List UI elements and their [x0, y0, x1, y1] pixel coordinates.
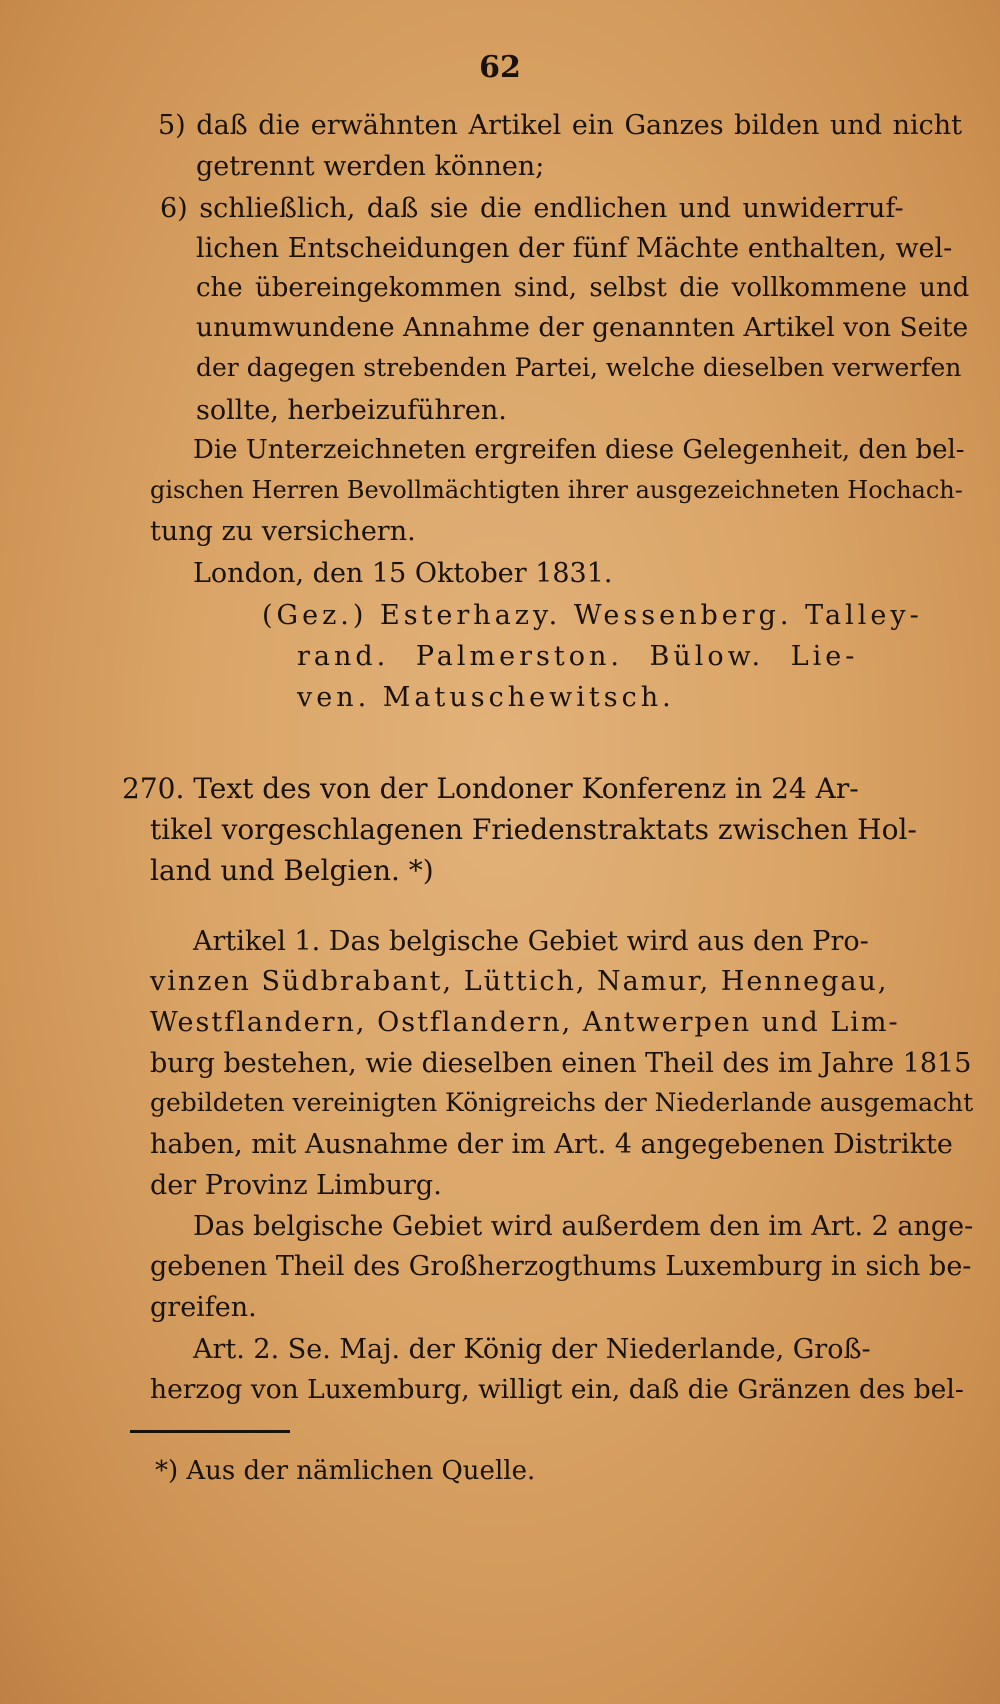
- article2-line-1: Art. 2. Se. Maj. der König der Niederlande, Groß-: [193, 1334, 871, 1365]
- closing-line-3: tung zu versichern.: [150, 516, 416, 547]
- item6-line-5: der dagegen strebenden Partei, welche dieselben verwerfen: [196, 353, 962, 382]
- item6-line-6: sollte, herbeizuführen.: [196, 395, 507, 426]
- article1-line-1: Artikel 1. Das belgische Gebiet wird aus den Pro-: [193, 926, 869, 957]
- signatures-line-3: ven. Matuschewitsch.: [297, 682, 675, 713]
- page-number: 62: [479, 50, 521, 85]
- closing-line-2: gischen Herren Bevollmächtigten ihrer ausgezeichneten Hochach-: [150, 476, 963, 504]
- section-heading-line-1: 270. Text des von der Londoner Konferenz in 24 Ar-: [122, 772, 859, 805]
- item6-line-2: lichen Entscheidungen der fünf Mächte enthalten, wel-: [196, 233, 953, 264]
- signatures-line-2: rand. Palmerston. Bülow. Lie-: [297, 641, 859, 672]
- article1-line-5: gebildeten vereinigten Königreichs der Niederlande ausgemacht: [150, 1088, 974, 1117]
- item6-line-3: che übereingekommen sind, selbst die vollkommene und: [196, 273, 970, 303]
- signatures-line-1: (Gez.) Esterhazy. Wessenberg. Talley-: [262, 600, 923, 631]
- date-line: London, den 15 Oktober 1831.: [193, 558, 613, 589]
- section-heading-line-3: land und Belgien. *): [150, 854, 434, 887]
- article1-line-3: Westflandern, Ostflandern, Antwerpen und Lim-: [150, 1007, 900, 1038]
- article1-line-4: burg bestehen, wie dieselben einen Theil des im Jahre 1815: [150, 1048, 972, 1079]
- item6-line-4: unumwundene Annahme der genannten Artikel von Seite: [196, 312, 969, 343]
- footnote: *) Aus der nämlichen Quelle.: [155, 1456, 536, 1486]
- article1-cont-line-3: greifen.: [150, 1292, 257, 1323]
- article1-line-2: vinzen Südbrabant, Lüttich, Namur, Hennegau,: [150, 966, 889, 997]
- article1-line-6: haben, mit Ausnahme der im Art. 4 angegebenen Distrikte: [150, 1129, 953, 1160]
- article1-cont-line-1: Das belgische Gebiet wird außerdem den im Art. 2 ange-: [193, 1211, 974, 1242]
- item5-line-2: getrennt werden können;: [196, 151, 545, 182]
- article1-cont-line-2: gebenen Theil des Großherzogthums Luxemburg in sich be-: [150, 1251, 972, 1282]
- item6-line-1: 6) schließlich, daß sie die endlichen und unwiderruf-: [160, 193, 904, 224]
- closing-line-1: Die Unterzeichneten ergreifen diese Gelegenheit, den bel-: [193, 435, 965, 465]
- item5-line-1: 5) daß die erwähnten Artikel ein Ganzes bilden und nicht: [158, 110, 962, 141]
- section-heading-line-2: tikel vorgeschlagenen Friedenstraktats zwischen Hol-: [150, 813, 917, 846]
- footnote-divider: [130, 1430, 290, 1433]
- article2-line-2: herzog von Luxemburg, willigt ein, daß die Gränzen des bel-: [150, 1374, 964, 1405]
- article1-line-7: der Provinz Limburg.: [150, 1170, 442, 1201]
